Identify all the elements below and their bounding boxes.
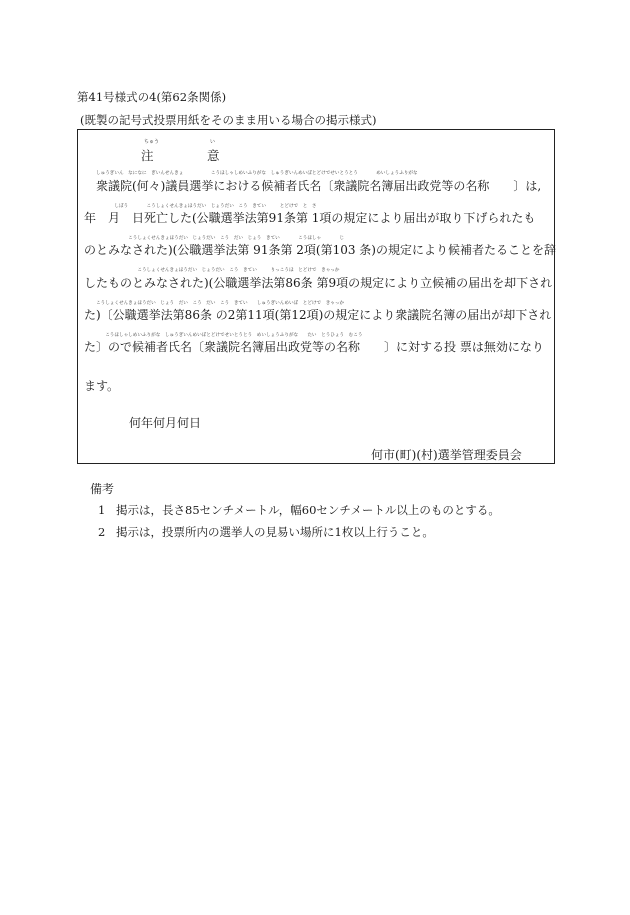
notice-line-2: 年 月 日死亡した(公職選挙法第91条第 1項の規定により届出が取り下げられたも	[84, 211, 536, 225]
remark-item	[98, 502, 500, 518]
ruby-line-5: こうしょくせんきょほうだい じょう だい こう だい こう きてい しゅうぎいんめいぼ とどけで きゃっか	[96, 301, 345, 306]
notice-line-1: 衆議院(何々)議員選挙における候補者氏名〔衆議院名簿届出政党等の名称 〕は,	[96, 179, 542, 193]
remark-text: 掲示は，長さ85センチメートル，幅60センチメートル以上のものとする。	[116, 503, 500, 517]
remark-item	[98, 524, 434, 540]
notice-line-5: た)〔公職選挙法第86条 の2第11項(第12項)の規定により衆議院名簿の届出が却下され	[84, 308, 552, 322]
remark-number: 2	[98, 525, 106, 539]
heading-ruby-right: い	[210, 139, 216, 145]
heading-ruby-left: ちゅう	[144, 139, 160, 145]
remark-text: 掲示は，投票所内の選挙人の見易い場所に1枚以上行うこと。	[116, 525, 434, 539]
notice-line-3: のとみなされた)(公職選挙法第 91条第 2項(第103 条)の規定により候補者たることを辞	[84, 243, 556, 257]
ruby-line-6: こうほしゃしめいふりがな しゅうぎいんめいぼとどけでせいとうとう めいしょうふりがな たい とうひょう むこう	[96, 333, 363, 338]
notice-date: 何年何月何日	[129, 416, 202, 430]
ruby-line-1: しゅうぎいん なになに ぎいんせんきょ こうほしゃしめいふりがな しゅうぎいんめいぼとどけでせいとうとう めいしょうふりがな	[96, 171, 418, 176]
ruby-line-3: こうしょくせんきょほうだい じょうだい こう だい じょう きてい こうほしゃ じ	[96, 236, 345, 241]
notice-line-4: したものとみなされた)(公職選挙法第86条 第9項の規定により立候補の届出を却下され	[84, 276, 553, 290]
election-committee: 何市(町)(村)選挙管理委員会	[371, 448, 522, 462]
ruby-line-2: しぼう こうしょくせんきょほうだい じょうだい こう きてい とどけで と さ	[96, 204, 317, 209]
notice-line-6: た〕ので候補者氏名〔衆議院名簿届出政党等の名称 〕に対する投 票は無効になり	[84, 340, 544, 354]
notice-heading-left: 注	[141, 148, 154, 163]
form-title: 第41号様式の4(第62条関係)	[77, 90, 227, 104]
ruby-line-4: こうしょくせんきょほうだい じょうだい こう きてい りっこうほ とどけで きゃっか	[96, 268, 340, 273]
form-subtitle: (既製の記号式投票用紙をそのまま用いる場合の掲示様式)	[80, 113, 377, 127]
notice-heading-right: 意	[207, 148, 220, 163]
notice-line-7: ます。	[84, 379, 120, 393]
remarks-label: 備考	[90, 482, 115, 496]
remark-number: 1	[98, 503, 106, 517]
